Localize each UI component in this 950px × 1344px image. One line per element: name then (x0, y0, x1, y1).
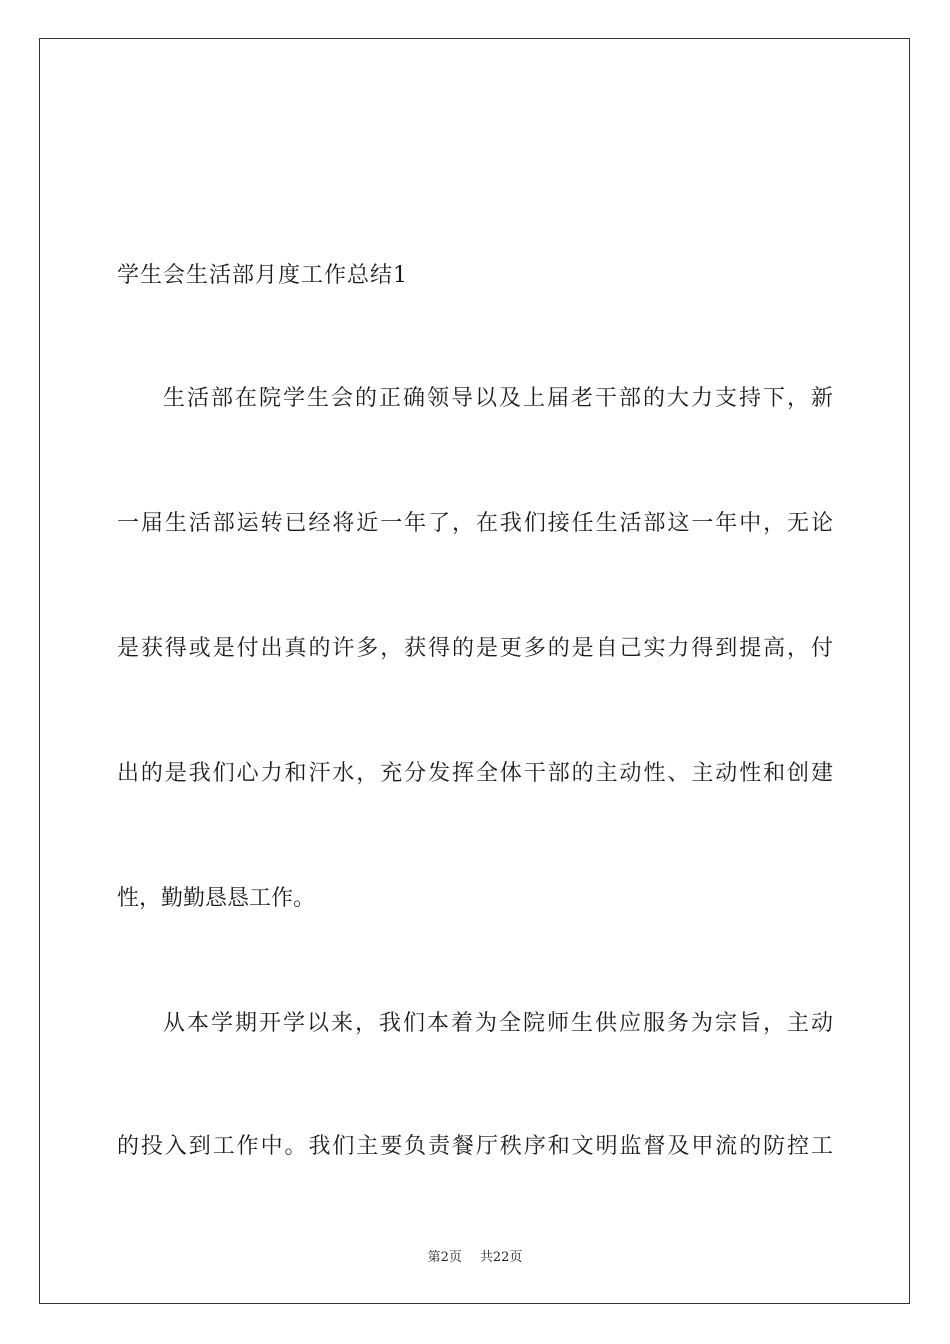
page-footer (0, 1246, 950, 1265)
page-frame (39, 38, 910, 1304)
document-title: 学生会生活部月度工作总结1 (117, 263, 408, 288)
paragraph-1-line-1: 生活部在院学生会的正确领导以及上届老干部的大力支持下，新 (163, 386, 833, 411)
paragraph-2-line-1: 从本学期开学以来，我们本着为全院师生供应服务为宗旨，主动 (163, 1011, 833, 1036)
paragraph-1-line-2: 一届生活部运转已经将近一年了，在我们接任生活部这一年中，无论 (117, 511, 833, 536)
page-number: 第2页 (427, 1250, 462, 1265)
paragraph-1-line-3: 是获得或是付出真的许多，获得的是更多的是自己实力得到提高，付 (117, 636, 833, 661)
page-total: 共22页 (479, 1250, 523, 1265)
paragraph-1-line-4: 出的是我们心力和汗水，充分发挥全体干部的主动性、主动性和创建 (117, 761, 833, 786)
paragraph-1-line-5: 性，勤勤恳恳工作。 (117, 886, 316, 911)
paragraph-2-line-2: 的投入到工作中。我们主要负责餐厅秩序和文明监督及甲流的防控工 (117, 1134, 833, 1159)
